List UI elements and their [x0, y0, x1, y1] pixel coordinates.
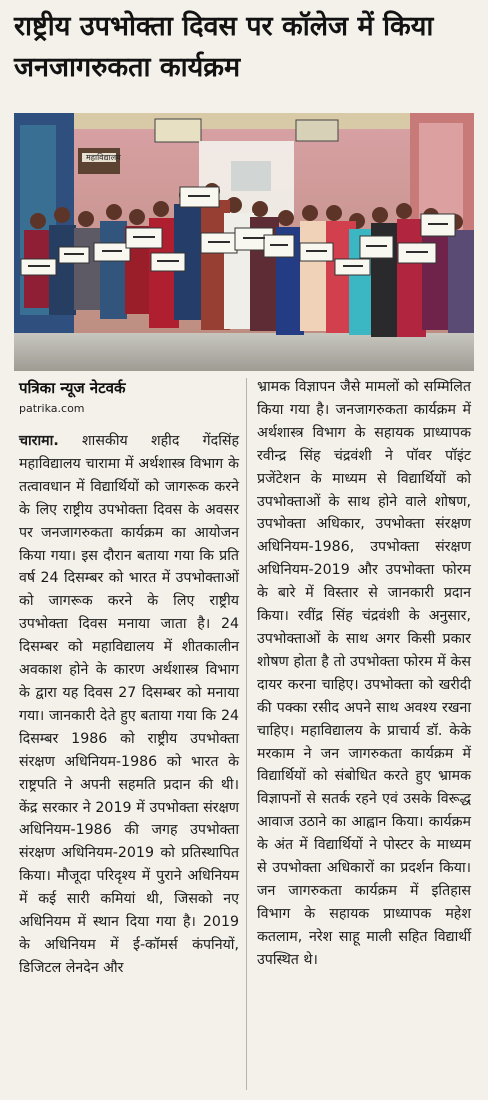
left-column: [19, 430, 239, 980]
left-column-text: शासकीय शहीद गेंदसिंह महाविद्यालय चारामा में अर्थशास्त्र विभाग के तत्वावधान में विद्यार्थियों को जागरूक करने के लिए राष्ट्रीय उपभोक्ता दिवस के अवसर पर जनजागरुकता कार्यक्रम का आयोजन किया गया। इस दौरान बताया गया कि प्रति वर्ष 24 दिसम्बर को भारत में उपभोक्ताओं को जागरूक करने के लिए राष्ट्रीय उपभोक्ता दिवस मनाया जाता है। 24 दिसम्बर को महाविद्यालय में शीतकालीन अवकाश होने के कारण अर्थशास्त्र विभाग के द्वारा यह दिवस 27 दिसम्बर को मनाया गया। जानकारी देते हुए बताया गया कि 24 दिसम्बर 1986 को राष्ट्रीय उपभोक्ता संरक्षण अधिनियम-1986 को भारत के राष्ट्रपति ने अपनी सहमति प्रदान की थी। केंद्र सरकार ने 2019 में उपभोक्ता संरक्षण अधिनियम-1986 की जगह उपभोक्ता संरक्षण अधिनियम-2019 को प्रतिस्थापित किया। मौजूदा परिदृश्य में पुराने अधिनियम में कई सारी कमियां थी, जिसको नए अधिनियम में स्थान दिया गया है। 2019 के अधिनियम में ई-कॉमर्स कंपनियों, डिजिटल लेनदेन और: [19, 433, 239, 976]
article-headline: राष्ट्रीय उपभोक्ता दिवस पर कॉलेज में किया जनजागरुकता कार्यक्रम: [14, 11, 434, 83]
right-column: [257, 376, 471, 972]
photo-banner-text: महाविद्यालय: [86, 153, 121, 162]
left-column-paragraph: [19, 430, 239, 980]
dateline: चारामा.: [19, 433, 59, 449]
students-holding-posters-photo: [14, 113, 474, 371]
right-column-paragraph: भ्रामक विज्ञापन जैसे मामलों को सम्मिलित किया गया है। जनजागरुकता कार्यक्रम में अर्थशास्त्र विभाग के सहायक प्राध्यापक रवीन्द्र सिंह चंद्रवंशी ने पॉवर पॉइंट प्रजेंटेशन के माध्यम से विद्यार्थियों को उपभोक्ताओं के साथ होने वाले शोषण, उपभोक्ता अधिकार, उपभोक्ता संरक्षण अधिनियम-1986, उपभोक्ता संरक्षण अधिनियम-2019 और उपभोक्ता फोरम के बारे में विस्तार से जानकारी प्रदान किया। रवींद्र सिंह चंद्रवंशी के अनुसार, उपभोक्ताओं के साथ अगर किसी प्रकार शोषण होता है तो उपभोक्ता फोरम में केस दायर करना चाहिए। उपभोक्ता को खरीदी की पक्का रसीद अपने साथ अवश्य रखना चाहिए। महाविद्यालय के प्राचार्य डॉ. केके मरकाम ने जन जागरुकता कार्यक्रम में विद्यार्थियों को संबोधित करते हुए भ्रामक विज्ञापनों से सतर्क रहने एवं उसके विरूद्ध आवाज उठाने का आह्वान किया। कार्यक्रम के अंत में विद्यार्थियों ने पोस्टर के माध्यम से उपभोक्ता अधिकारों का प्रदर्शन किया। जन जागरुकता कार्यक्रम में इतिहास विभाग के सहायक प्राध्यापक महेश कतलाम, नरेश साहू माली सहित विद्यार्थी उपस्थित थे।: [257, 379, 471, 968]
article-photo: [14, 113, 474, 371]
author-byline: पत्रिका न्यूज नेटवर्क: [19, 379, 126, 397]
source-site: patrika.com: [19, 402, 85, 415]
column-divider: [246, 378, 247, 1090]
